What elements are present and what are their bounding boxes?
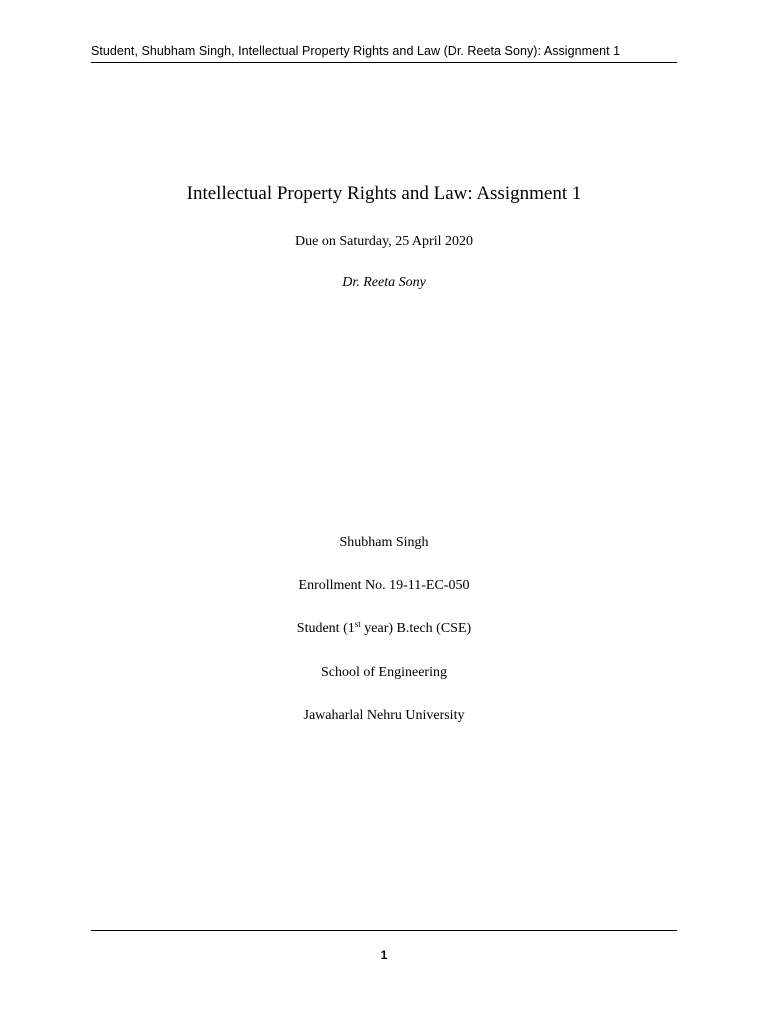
student-year-prefix: Student (1 bbox=[296, 621, 355, 636]
enrollment-number: Enrollment No. 19-11-EC-050 bbox=[298, 578, 470, 593]
student-year-suffix: year) B.tech (CSE) bbox=[360, 621, 472, 636]
document-title: Intellectual Property Rights and Law: Assignment 1 bbox=[186, 183, 582, 204]
page-number: 1 bbox=[380, 948, 388, 962]
student-year bbox=[91, 621, 677, 637]
due-date: Due on Saturday, 25 April 2020 bbox=[295, 234, 473, 249]
header-rule bbox=[91, 62, 677, 63]
school-name: School of Engineering bbox=[321, 665, 447, 680]
university-name: Jawaharlal Nehru University bbox=[303, 708, 465, 723]
instructor-name: Dr. Reeta Sony bbox=[342, 275, 426, 290]
student-name: Shubham Singh bbox=[339, 535, 429, 550]
student-year-ordinal: st bbox=[354, 619, 361, 629]
running-header: Student, Shubham Singh, Intellectual Property Rights and Law (Dr. Reeta Sony): Assignment 1 bbox=[91, 44, 621, 58]
footer-rule bbox=[91, 930, 677, 931]
